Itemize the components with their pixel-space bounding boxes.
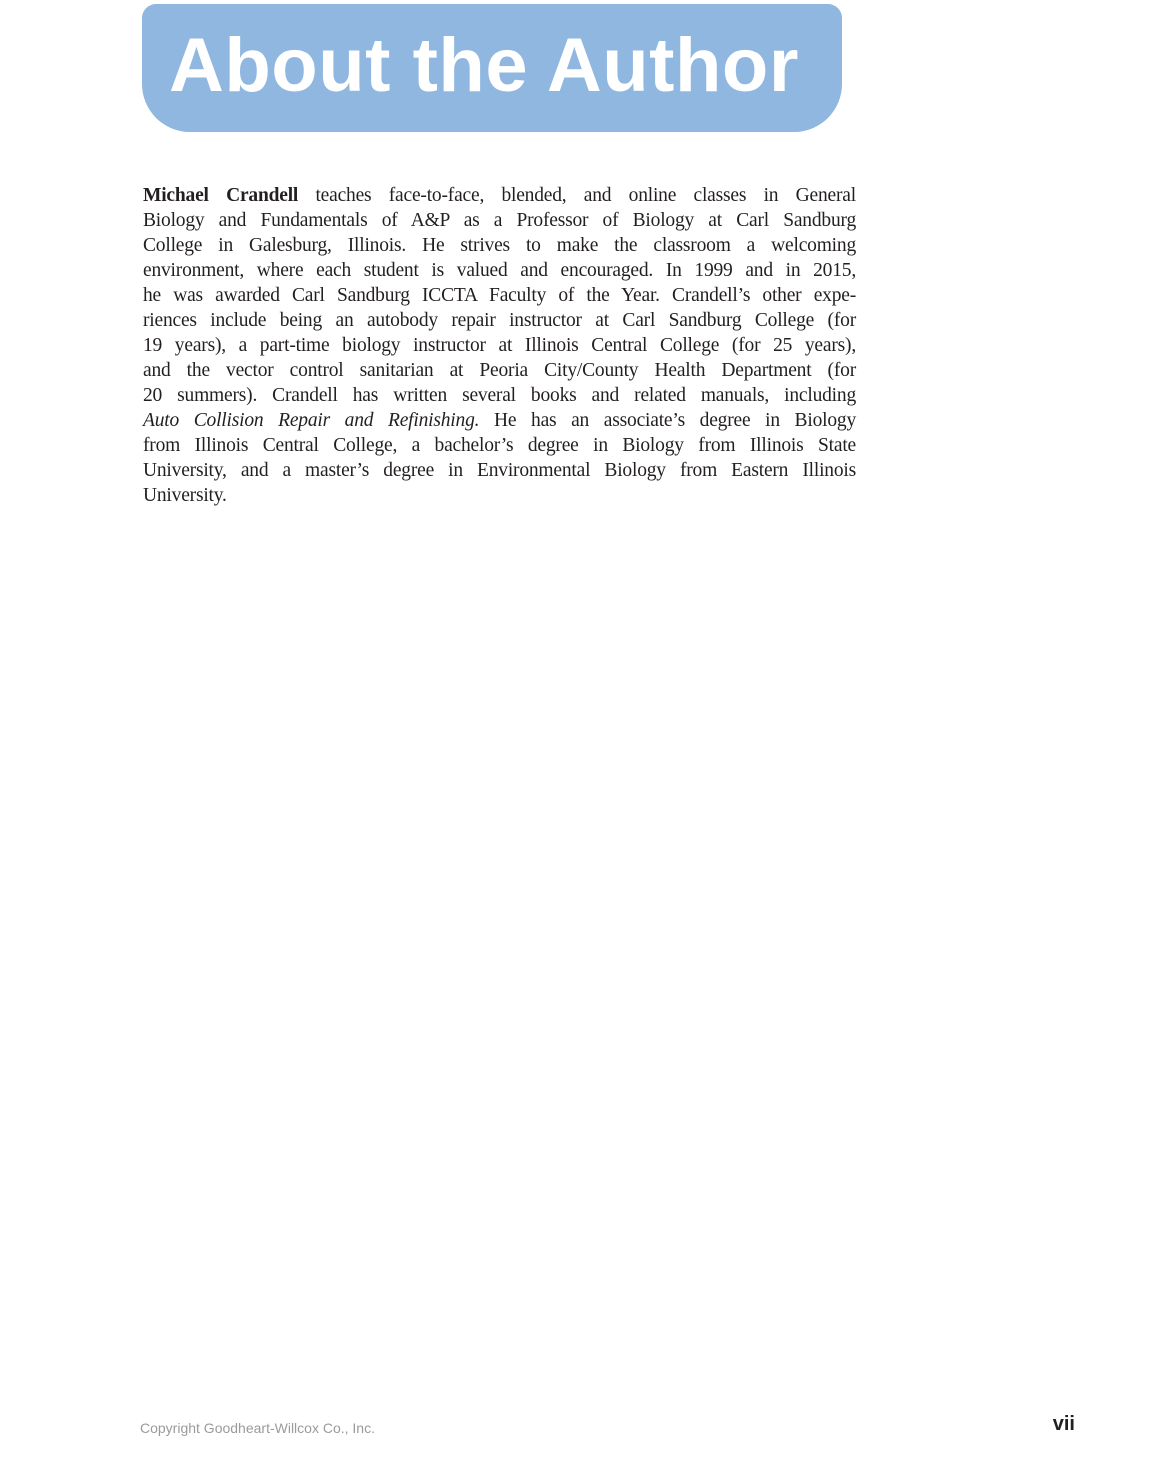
page-title: About the Author: [169, 23, 799, 108]
paragraph-line: [143, 258, 856, 283]
paragraph-text: from Illinois Central College, a bachelor’s degree in Biology from Illinois State: [143, 435, 856, 456]
paragraph-line: [143, 333, 856, 358]
paragraph-line: [143, 308, 856, 333]
paragraph-line: [143, 358, 856, 383]
paragraph-text: He has an associate’s degree in Biology: [479, 410, 856, 431]
paragraph-line: [143, 408, 856, 433]
paragraph-text: and the vector control sanitarian at Peoria City/County Health Department (for: [143, 360, 856, 381]
paragraph-line: [143, 208, 856, 233]
book-title: Auto Collision Repair and Refinishing.: [143, 410, 480, 431]
paragraph-text: 19 years), a part-time biology instructor at Illinois Central College (for 25 years),: [143, 335, 856, 356]
paragraph-text: University.: [143, 485, 227, 506]
paragraph-text: 20 summers). Crandell has written several books and related manuals, including: [143, 385, 856, 406]
copyright-notice: Copyright Goodheart-Willcox Co., Inc.: [140, 1420, 375, 1436]
paragraph-line: [143, 183, 856, 208]
paragraph-text: Biology and Fundamentals of A&P as a Professor of Biology at Carl Sandburg: [143, 210, 856, 231]
paragraph-line: [143, 233, 856, 258]
chapter-banner: [142, 4, 842, 132]
paragraph-text: he was awarded Carl Sandburg ICCTA Faculty of the Year. Crandell’s other expe-: [143, 285, 856, 306]
paragraph-line: [143, 483, 856, 508]
paragraph-text: University, and a master’s degree in Environmental Biology from Eastern Illinois: [143, 460, 856, 481]
paragraph-text: College in Galesburg, Illinois. He strives to make the classroom a welcoming: [143, 235, 856, 256]
paragraph-text: environment, where each student is valued and encouraged. In 1999 and in 2015,: [143, 260, 856, 281]
paragraph-line: [143, 458, 856, 483]
paragraph-text: riences include being an autobody repair instructor at Carl Sandburg College (for: [143, 310, 856, 331]
paragraph-line: [143, 283, 856, 308]
paragraph-line: [143, 383, 856, 408]
page-number: vii: [1052, 1413, 1075, 1435]
paragraph-line: [143, 433, 856, 458]
paragraph-text: teaches face-to-face, blended, and online classes in General: [298, 185, 856, 206]
author-name: Michael Crandell: [143, 185, 299, 206]
about-author-paragraph: [143, 183, 856, 508]
